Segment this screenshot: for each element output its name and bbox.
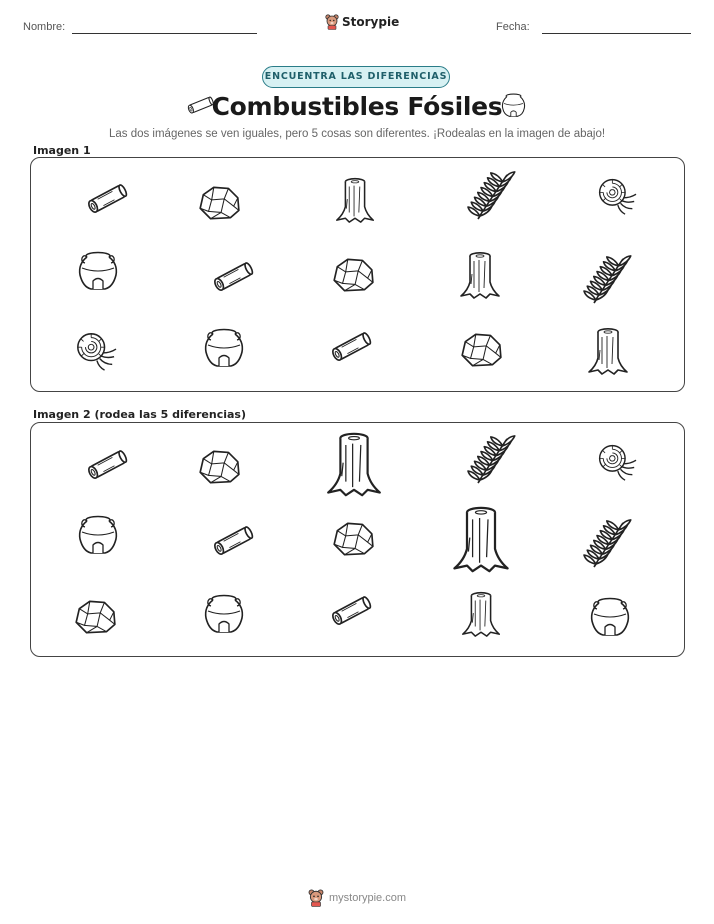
footer bbox=[0, 889, 714, 907]
coal-rock-icon[interactable] bbox=[330, 254, 376, 294]
date-label: Fecha: bbox=[496, 21, 530, 33]
oil-pot-icon[interactable] bbox=[76, 514, 120, 556]
oil-pot-icon[interactable] bbox=[202, 592, 246, 636]
coal-rock-icon[interactable] bbox=[196, 182, 242, 222]
coal-rock-icon[interactable] bbox=[72, 596, 118, 636]
tree-stump-icon[interactable] bbox=[332, 176, 378, 224]
activity-badge: ENCUENTRA LAS DIFERENCIAS bbox=[262, 66, 450, 88]
tree-stump-icon[interactable] bbox=[446, 504, 516, 574]
log-icon[interactable] bbox=[210, 258, 256, 296]
ammonite-fossil-icon[interactable] bbox=[594, 176, 638, 216]
coal-rock-icon[interactable] bbox=[196, 446, 242, 486]
bear-mascot-icon bbox=[325, 14, 339, 30]
coal-rock-icon[interactable] bbox=[330, 518, 376, 558]
image2-label: Imagen 2 (rodea las 5 diferencias) bbox=[33, 408, 247, 421]
ammonite-fossil-icon[interactable] bbox=[594, 442, 638, 482]
tree-stump-icon[interactable] bbox=[458, 590, 504, 638]
log-icon[interactable] bbox=[328, 328, 374, 366]
oil-pot-icon[interactable] bbox=[76, 250, 120, 292]
oil-pot-icon[interactable] bbox=[202, 326, 246, 370]
ammonite-fossil-icon[interactable] bbox=[72, 330, 118, 372]
log-icon[interactable] bbox=[84, 180, 130, 218]
tree-stump-icon[interactable] bbox=[584, 326, 632, 376]
bear-mascot-icon bbox=[308, 889, 324, 907]
page-title: Combustibles Fósiles bbox=[211, 92, 503, 121]
fern-fossil-icon[interactable] bbox=[470, 436, 514, 486]
title-oil-pot-icon bbox=[500, 92, 527, 119]
fern-fossil-icon[interactable] bbox=[586, 520, 630, 570]
tree-stump-icon[interactable] bbox=[456, 250, 504, 300]
brand-name: Storypie bbox=[342, 15, 400, 29]
footer-url: mystorypie.com bbox=[328, 892, 407, 904]
log-icon[interactable] bbox=[84, 446, 130, 484]
oil-pot-icon[interactable] bbox=[588, 596, 632, 638]
brand-logo bbox=[325, 14, 399, 30]
name-label: Nombre: bbox=[23, 21, 66, 33]
log-icon[interactable] bbox=[210, 522, 256, 560]
fern-fossil-icon[interactable] bbox=[470, 172, 514, 222]
date-field[interactable] bbox=[542, 33, 691, 34]
instructions: Las dos imágenes se ven iguales, pero 5 cosas son diferentes. ¡Rodealas en la imagen de abajo! bbox=[108, 128, 606, 140]
coal-rock-icon[interactable] bbox=[458, 330, 504, 368]
image1-label: Imagen 1 bbox=[33, 144, 91, 157]
tree-stump-icon[interactable] bbox=[318, 430, 390, 498]
name-field[interactable] bbox=[72, 33, 257, 34]
log-icon[interactable] bbox=[328, 592, 374, 630]
fern-fossil-icon[interactable] bbox=[586, 256, 630, 306]
